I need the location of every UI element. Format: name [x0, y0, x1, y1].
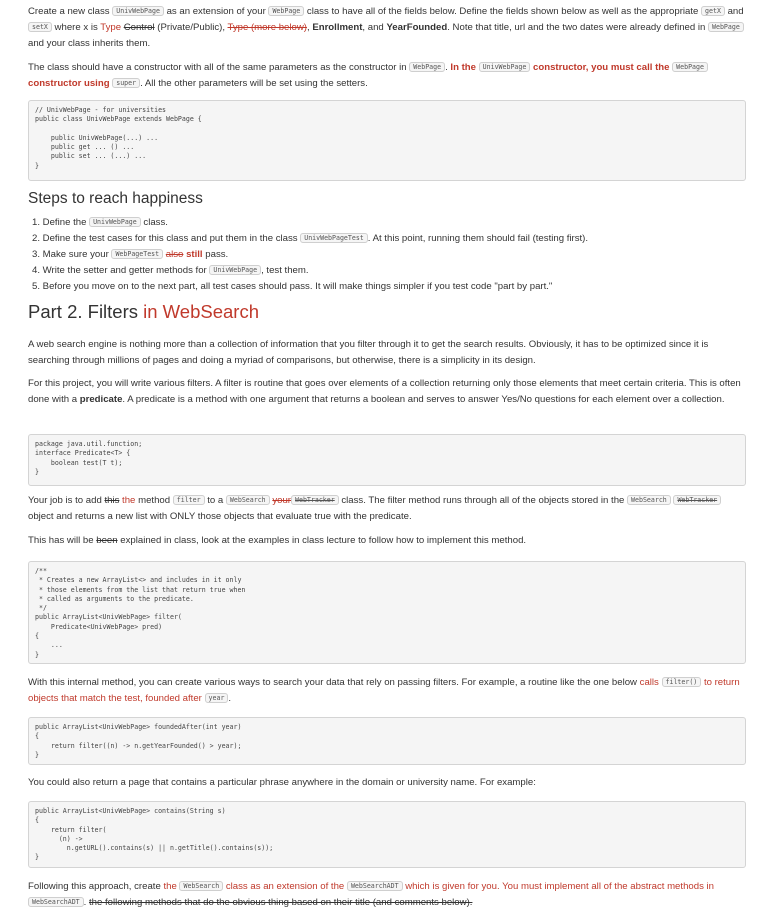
code-line: }: [35, 853, 39, 862]
list-item: [32, 215, 588, 231]
inline-code-year: year: [205, 693, 229, 703]
text: 2. Define the test cases for this class and put them in the class: [32, 233, 301, 244]
text: ,: [306, 22, 313, 33]
text: and: [724, 6, 744, 17]
code-line: */: [35, 604, 47, 613]
code-line: public ArrayList<UnivWebPage> filter(: [35, 613, 182, 622]
strikethrough-text: been: [96, 535, 118, 546]
red-text: which is given for you. You must implement all of the abstract methods in: [402, 881, 714, 892]
code-line: }: [35, 467, 39, 476]
strikethrough-text: Type (more below): [227, 22, 307, 33]
text: 1. Define the: [32, 217, 90, 228]
inline-code-websearch: WebSearch: [179, 881, 223, 891]
text: class.: [140, 217, 168, 228]
red-text: the: [163, 881, 180, 892]
approach-paragraph: [28, 879, 746, 911]
steps-list: [32, 215, 588, 295]
code-block-founded-after: [28, 717, 746, 765]
intro-paragraph: [28, 4, 746, 52]
text: class to have all of the fields below. Define the fields shown below as well as the appropriate: [304, 6, 702, 17]
bold-text: predicate: [79, 394, 123, 405]
inline-code-univwebpage: UnivWebPage: [89, 217, 141, 227]
code-line: // UnivWebPage - for universities: [35, 106, 167, 114]
inline-code-setx: setX: [28, 22, 52, 32]
text: This has will be: [28, 535, 97, 546]
code-line: Predicate<UnivWebPage> pred): [35, 622, 163, 631]
red-text: the: [119, 495, 136, 506]
list-item: [32, 231, 588, 247]
steps-heading: Steps to reach happiness: [28, 190, 203, 207]
inline-code-webpage: WebPage: [672, 62, 708, 72]
text: The class should have a constructor with all of the same parameters as the constructor in: [28, 62, 410, 73]
inline-code-webtracker: WebTracker: [673, 495, 721, 505]
code-line: public set ... (...) ...: [35, 152, 147, 161]
red-text: in WebSearch: [143, 301, 260, 322]
text: With this internal method, you can create various ways to search your data that rely on passing filters. For example, a routine like the one below: [28, 677, 640, 688]
inline-code-super: super: [112, 78, 140, 88]
code-line: package java.util.function;: [35, 440, 143, 448]
text: . Note that title, url and the two dates were already defined in: [447, 22, 709, 33]
code-line: /**: [35, 567, 47, 575]
inline-code-websearch: WebSearch: [627, 495, 671, 505]
code-line: {: [35, 732, 39, 741]
red-text: calls: [639, 677, 662, 688]
strikethrough-text: Control: [123, 22, 155, 33]
inline-code-websearchadt: WebSearchADT: [347, 881, 403, 891]
inline-code-getx: getX: [701, 6, 725, 16]
text: , test them.: [261, 265, 309, 276]
code-line: public class UnivWebPage extends WebPage {: [35, 115, 202, 124]
code-line: {: [35, 632, 39, 641]
inline-code-univwebpagetest: UnivWebPageTest: [300, 233, 368, 243]
code-line: [35, 125, 739, 134]
code-line: }: [35, 161, 39, 170]
text: Following this approach, create: [28, 881, 164, 892]
code-line: return filter((n) -> n.getYearFounded() > year);: [35, 741, 242, 750]
text: . A predicate is a method with one argument that returns a boolean and serves to answer Yes/No questions for each element over a collection.: [122, 394, 725, 405]
inline-code-webtracker: WebTracker: [291, 495, 339, 505]
contains-paragraph: You could also return a page that contains a particular phrase anywhere in the domain or university name. For example:: [28, 777, 536, 788]
code-line: }: [35, 650, 39, 659]
bold-text: Enrollment: [312, 22, 363, 33]
code-line: boolean test(T t);: [35, 458, 123, 467]
text: Your job is to add: [28, 495, 105, 506]
code-block-contains: [28, 801, 746, 868]
text: .: [445, 62, 451, 73]
code-line: (n) ->: [35, 834, 83, 843]
code-line: public ArrayList<UnivWebPage> contains(String s): [35, 807, 226, 815]
text: to a: [204, 495, 226, 506]
code-line: {: [35, 816, 39, 825]
text: 4. Write the setter and getter methods for: [32, 265, 210, 276]
code-line: return filter(: [35, 825, 107, 834]
code-block-filter-method: [28, 561, 746, 664]
text: where x is: [51, 22, 101, 33]
strikethrough-text: your: [272, 495, 291, 506]
list-item: [32, 279, 588, 295]
part2-heading: [28, 301, 259, 323]
explained-paragraph: [28, 533, 746, 549]
text: For this project, you will write various filters. A filter is routine that goes over elements of a collection returning only those elements that meet certain criteria. This is often done with a: [28, 378, 741, 405]
red-text: In the: [450, 62, 479, 73]
text: and your class inherits them.: [28, 38, 151, 49]
filter-job-paragraph: [28, 493, 746, 525]
text: explained in class, look at the examples in class lecture to follow how to implement this method.: [117, 535, 527, 546]
red-text: Type: [100, 22, 124, 33]
inline-code-websearchadt: WebSearchADT: [28, 897, 84, 907]
code-line: public ArrayList<UnivWebPage> foundedAfter(int year): [35, 723, 242, 731]
code-line: }: [35, 750, 39, 759]
strikethrough-text: this: [104, 495, 120, 506]
inline-code-univwebpage: UnivWebPage: [112, 6, 164, 16]
filters-paragraph: [28, 376, 746, 408]
code-line: ...: [35, 641, 63, 650]
inline-code-univwebpage: UnivWebPage: [209, 265, 261, 275]
text: method: [135, 495, 173, 506]
internal-method-paragraph: [28, 675, 746, 707]
list-item: [32, 247, 588, 263]
inline-code-webpagetest: WebPageTest: [111, 249, 163, 259]
code-line: public get ... () ...: [35, 143, 135, 152]
code-block-predicate: [28, 434, 746, 486]
red-text: constructor using: [28, 78, 113, 89]
red-text: constructor, you must call the: [530, 62, 673, 73]
text: Part 2. Filters: [28, 301, 144, 322]
list-item: [32, 263, 588, 279]
text: (Private/Public),: [154, 22, 228, 33]
text: 5. Before you move on to the next part, all test cases should pass. It will make things simpler if you test code "part by part.": [32, 281, 553, 292]
text: Create a new class: [28, 6, 113, 17]
inline-code-webpage: WebPage: [409, 62, 445, 72]
inline-code-webpage: WebPage: [268, 6, 304, 16]
code-line: n.getURL().contains(s) || n.getTitle().contains(s));: [35, 844, 274, 853]
constructor-paragraph: [28, 60, 746, 92]
text: .: [83, 897, 89, 908]
code-line: interface Predicate<T> {: [35, 449, 131, 458]
code-line: public UnivWebPage(...) ...: [35, 133, 159, 142]
inline-code-univwebpage: UnivWebPage: [479, 62, 531, 72]
search-engine-paragraph: A web search engine is nothing more than a collection of information that you filter through it to get the search results. Obviously, it has to be optimized since it is searching through millions of pages and doing a myriad of comparisons, but otherwise, there is a simplicity in its design.: [28, 339, 709, 366]
text: .: [228, 693, 232, 704]
strikethrough-text: also: [165, 249, 184, 260]
inline-code-filter-call: filter(): [662, 677, 702, 687]
code-line: * those elements from the list that return true when: [35, 585, 246, 594]
text: class. The filter method runs through all of the objects stored in the: [338, 495, 628, 506]
inline-code-webpage: WebPage: [708, 22, 744, 32]
code-line: * called as arguments to the predicate.: [35, 594, 194, 603]
inline-code-websearch: WebSearch: [226, 495, 270, 505]
inline-code-filter: filter: [173, 495, 205, 505]
code-line: * Creates a new ArrayList<> and includes in it only: [35, 576, 242, 585]
bold-text: YearFounded: [386, 22, 448, 33]
red-text: class as an extension of the: [223, 881, 347, 892]
text: 3. Make sure your: [32, 249, 112, 260]
red-text: still: [183, 249, 203, 260]
text: . At this point, running them should fail (testing first).: [367, 233, 589, 244]
code-block-univwebpage: [28, 100, 746, 181]
strikethrough-text: the following methods that do the obvious thing based on their title (and comments below).: [88, 897, 473, 908]
text: pass.: [202, 249, 229, 260]
text: as an extension of your: [163, 6, 269, 17]
red-text: to return objects that match the test, founded after: [28, 677, 740, 704]
text: , and: [362, 22, 387, 33]
text: . All the other parameters will be set using the setters.: [140, 78, 368, 89]
text: object and returns a new list with ONLY those objects that evaluate true with the predicate.: [28, 511, 412, 522]
